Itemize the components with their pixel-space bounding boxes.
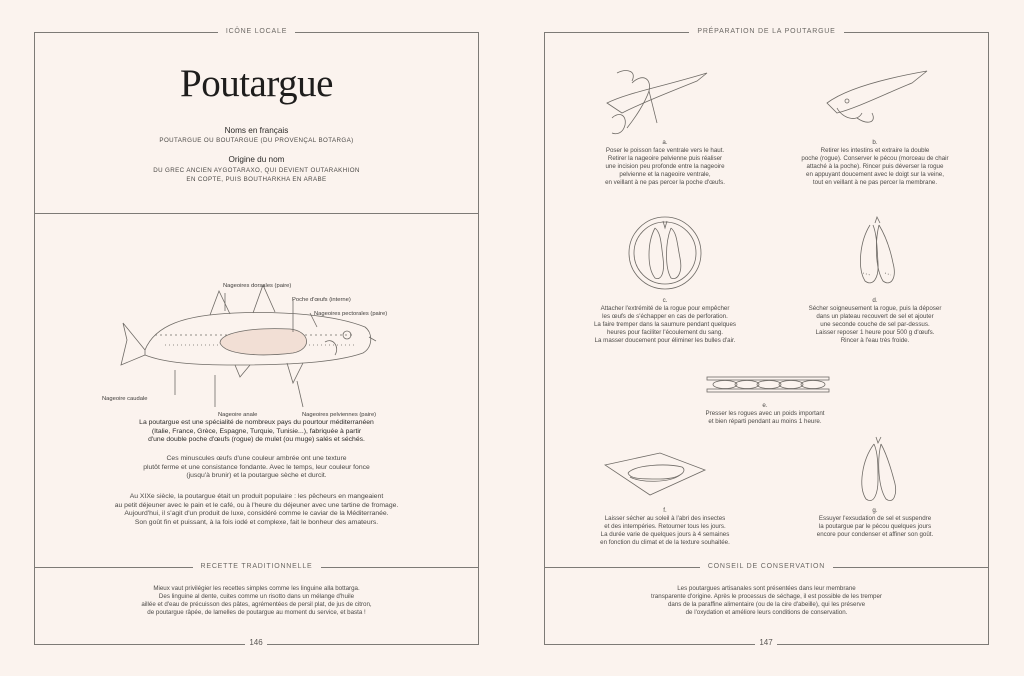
page-number: 147 <box>746 638 786 647</box>
advice-line: Les poutargues artisanales sont présentées dans leur membrane <box>677 585 856 592</box>
step-letter: f. <box>663 507 667 514</box>
step-letter: d. <box>872 297 878 304</box>
step-line: une incision peu profonde entre la nageoire <box>605 163 725 171</box>
origin-heading: Origine du nom <box>228 155 285 164</box>
fish-anatomy-illustration <box>35 215 478 415</box>
step-f-illustration <box>600 445 710 505</box>
paragraph-2 <box>35 455 478 481</box>
names-heading: Noms en français <box>224 126 289 135</box>
paragraph-line: plutôt ferme et une consistance fondante. Avec le temps, leur couleur fonce <box>143 463 370 471</box>
names-text: POUTARGUE OU BOUTARGUE (DU PROVENÇAL BOTARGA) <box>159 137 354 144</box>
left-page-frame <box>34 28 479 647</box>
step-line: Presser les rogues avec un poids important <box>705 410 825 418</box>
step-line: et bien réparti pendant au moins 1 heure. <box>708 418 822 426</box>
step-line: Attacher l'extrémité de la rogue pour empêcher <box>600 305 730 313</box>
step-line: Retirer la nageoire pelvienne puis réaliser <box>607 155 723 163</box>
step-line: La faire tremper dans la saumure pendant quelques <box>593 321 737 329</box>
right-page-frame <box>544 28 989 647</box>
step-a <box>565 139 765 188</box>
paragraph-3 <box>35 493 478 527</box>
recipe-line: Des linguine al dente, cuites comme un risotto dans un mélange d'huile <box>158 593 355 601</box>
label-pelvic-fins: Nageoires pelviennes (paire) <box>302 412 377 418</box>
step-line: Laisser reposer 1 heure pour 500 g d'œufs. <box>815 329 935 337</box>
step-d-illustration <box>845 213 915 293</box>
recipe-header: RECETTE TRADITIONNELLE <box>35 563 478 570</box>
step-line: dans un plateau recouvert de sel et ajouter <box>816 313 934 321</box>
page-title: Poutargue <box>180 62 333 105</box>
paragraph-line: (jusqu'à brunir) et la poutargue sèche et durcit. <box>186 472 327 480</box>
paragraph-line: Au XIXe siècle, la poutargue était un produit populaire : les pêcheurs en mangeaient <box>129 493 384 500</box>
step-e-illustration <box>705 375 835 395</box>
step-line: Sécher soigneusement la rogue, puis la déposer <box>808 305 942 313</box>
step-line: encore pour condenser et affiner son goût. <box>816 531 934 539</box>
step-line: La masser doucement pour éliminer les bulles d'air. <box>594 337 736 345</box>
label-caudal-fin: Nageoire caudale <box>102 396 148 402</box>
label-roe-sac: Poche d'œufs (interne) <box>292 297 351 303</box>
paragraph-line: au petit déjeuner avec le pain et le café, ou à l'heure du déjeuner avec une tartine de fromage. <box>114 501 399 509</box>
step-line: en appuyant doucement avec le doigt sur la veine, <box>806 171 944 179</box>
recipe-line: aillée et d'eau de précuisson des pâtes, agrémentées de persil plat, de jus de citron, <box>141 601 372 609</box>
recipe-line: Mieux vaut privilégier les recettes simples comme les linguine alla bottarga. <box>153 585 360 592</box>
step-b <box>775 139 975 188</box>
step-line: Rincer à l'eau très froide. <box>840 337 910 345</box>
step-letter: c. <box>662 297 668 304</box>
step-letter: g. <box>872 507 878 514</box>
step-line: et des intempéries. Retourner tous les jours. <box>604 523 726 531</box>
step-line: Essuyer l'exsudation de sel et suspendre <box>818 515 932 523</box>
step-line: pelvienne et la nageoire ventrale, <box>619 171 711 179</box>
right-page-header: PRÉPARATION DE LA POUTARGUE <box>545 28 988 35</box>
intro-paragraph <box>35 419 478 445</box>
left-page-header: ICÔNE LOCALE <box>35 28 478 35</box>
step-d <box>775 297 975 346</box>
step-line: poche (rogue). Conserver le pécou (morceau de chair <box>801 155 949 163</box>
step-f <box>565 507 765 547</box>
step-line: Retirer les intestins et extraire la double <box>820 147 930 155</box>
step-line: La durée varie de quelques jours à 4 semaines <box>600 531 730 539</box>
step-line: tout en veillant à ne pas percer la membrane. <box>812 179 938 187</box>
step-c <box>565 297 765 346</box>
page-number: 146 <box>236 638 276 647</box>
step-line: attaché à la poche). Rincer puis déverser la rogue <box>806 163 944 171</box>
label-anal-fin: Nageoire anale <box>218 412 258 418</box>
step-a-illustration <box>597 63 717 143</box>
label-dorsal-fins: Nageoires dorsales (paire) <box>223 283 292 289</box>
advice-line: de l'oxydation et améliore leurs conditions de conservation. <box>685 609 848 617</box>
paragraph-line: Ces minuscules œufs d'une couleur ambrée ont une texture <box>166 455 347 462</box>
step-line: en fonction du climat et de la texture souhaitée. <box>600 539 730 547</box>
step-c-illustration <box>625 213 705 293</box>
step-g-illustration <box>848 435 908 505</box>
origin-line-2: EN COPTE, PUIS BOUTHARKHA EN ARABE <box>186 176 327 183</box>
intro-line: (Italie, France, Grèce, Espagne, Turquie, Tunisie...), fabriquée à partir <box>151 427 362 435</box>
paragraph-line: Aujourd'hui, il s'agit d'un produit de luxe, considéré comme le caviar de la Méditerranée. <box>124 510 389 518</box>
paragraph-line: Son goût fin et puissant, à la fois iodé et complexe, fait le bonheur des amateurs. <box>134 518 379 526</box>
intro-line: La poutargue est une spécialité de nombreux pays du pourtour méditerranéen <box>139 419 374 426</box>
label-pectoral-fins: Nageoires pectorales (paire) <box>314 311 388 317</box>
step-letter: b. <box>872 139 878 146</box>
step-b-illustration <box>817 63 937 133</box>
step-e <box>665 402 865 426</box>
origin-line-1: DU GREC ANCIEN AYGOTARAXO, QUI DEVIENT OUTARAKHION <box>153 167 360 174</box>
step-letter: a. <box>662 139 668 146</box>
step-letter: e. <box>762 402 768 409</box>
step-line: Poser le poisson face ventrale vers le haut. <box>605 147 725 155</box>
step-line: les œufs de s'échapper en cas de perforation. <box>602 313 728 321</box>
recipe-text <box>35 585 478 617</box>
step-line: en veillant à ne pas percer la poche d'œufs. <box>605 179 725 187</box>
right-page <box>512 0 1024 676</box>
intro-line: d'une double poche d'œufs (rogue) de mulet (ou muge) salés et séchés. <box>148 436 365 444</box>
step-line: Laisser sécher au soleil à l'abri des insectes <box>604 515 726 523</box>
advice-text <box>545 585 988 617</box>
advice-header: CONSEIL DE CONSERVATION <box>545 563 988 570</box>
advice-line: dans de la paraffine alimentaire (ou de la cire d'abeille), qui les préserve <box>667 601 866 609</box>
step-line: la poutargue par le pécou quelques jours <box>818 523 932 531</box>
advice-line: transparente d'origine. Après le processus de séchage, il est possible de les tremper <box>651 593 882 601</box>
divider <box>35 213 478 214</box>
recipe-line: de poutargue râpée, de lamelles de poutargue au moment du service, et basta ! <box>147 609 366 617</box>
step-line: heures pour faciliter l'écoulement du sang. <box>606 329 724 337</box>
step-g <box>775 507 975 539</box>
step-line: une seconde couche de sel par-dessus. <box>820 321 930 329</box>
